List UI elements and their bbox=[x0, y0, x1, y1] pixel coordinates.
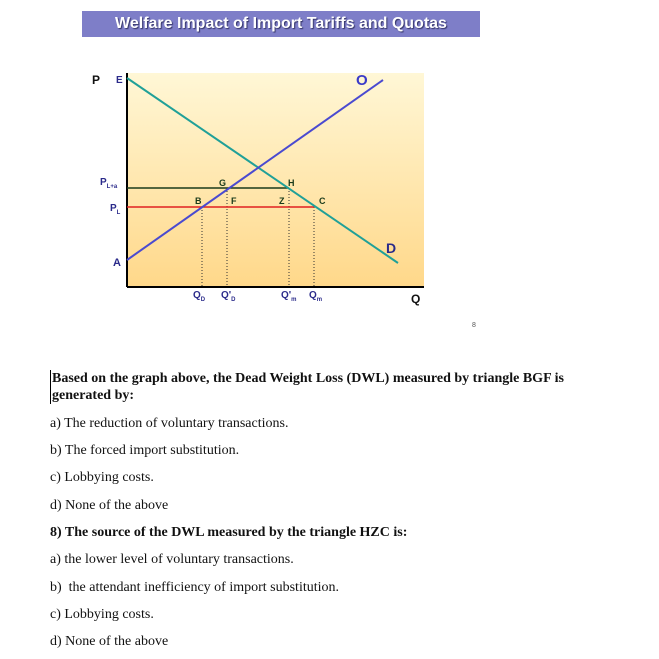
label-qd: $Q_D$ bbox=[193, 290, 206, 303]
q8-option-d: d) None of the above bbox=[50, 634, 169, 649]
label-qm-prime: $Q'_m$ bbox=[281, 290, 297, 303]
q7-option-b: b) The forced import substitution. bbox=[50, 443, 240, 458]
page-number: 8 bbox=[472, 322, 476, 329]
point-c: C bbox=[319, 196, 326, 206]
y-axis-label: P bbox=[92, 73, 101, 87]
point-b: B bbox=[195, 196, 202, 206]
demand-curve-label: D bbox=[386, 240, 397, 256]
point-h: H bbox=[288, 178, 295, 188]
label-pl: $P_L$ bbox=[110, 203, 121, 216]
point-g: G bbox=[219, 178, 227, 188]
point-z: Z bbox=[279, 196, 285, 206]
question-7-text: Based on the graph above, the Dead Weight Loss (DWL) measured by triangle BGF is generated by: bbox=[50, 370, 610, 404]
label-a: A bbox=[113, 257, 121, 269]
label-qm: $Q_m$ bbox=[309, 290, 323, 303]
q8-option-c: c) Lobbying costs. bbox=[50, 607, 154, 622]
label-pl-tariff: $P_{L+a}$ bbox=[100, 177, 118, 190]
q7-option-d: d) None of the above bbox=[50, 498, 169, 513]
q8-option-b: b) the attendant inefficiency of import substitution. bbox=[50, 580, 340, 595]
slide-title: Welfare Impact of Import Tariffs and Quotas bbox=[82, 11, 480, 37]
q8-option-a: a) the lower level of voluntary transactions. bbox=[50, 552, 294, 567]
supply-curve-label: O bbox=[356, 72, 368, 89]
questions-section bbox=[50, 370, 610, 404]
label-e: E bbox=[116, 75, 123, 86]
x-axis-label: Q bbox=[411, 292, 421, 306]
label-qd-prime: $Q'_D$ bbox=[221, 290, 236, 303]
question-8-text: 8) The source of the DWL measured by the triangle HZC is: bbox=[50, 525, 408, 540]
q7-option-c: c) Lobbying costs. bbox=[50, 470, 154, 485]
q7-option-a: a) The reduction of voluntary transactions. bbox=[50, 416, 289, 431]
point-f: F bbox=[231, 196, 237, 206]
